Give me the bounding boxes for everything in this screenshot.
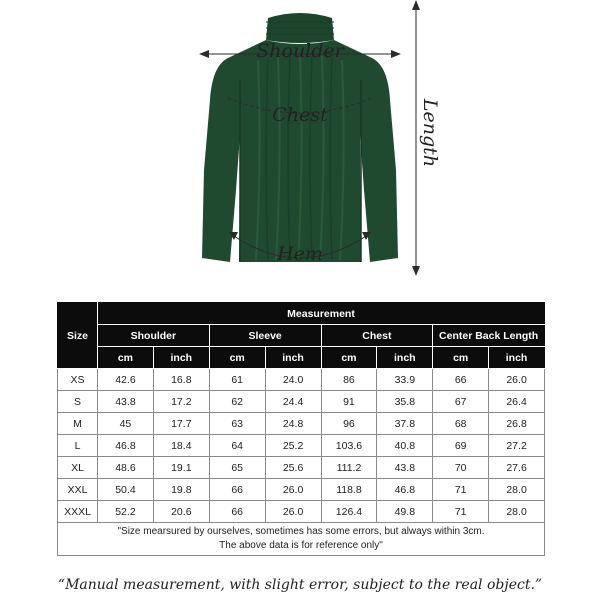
table-row bbox=[58, 369, 545, 391]
note-line: "Size mearsured by ourselves, sometimes has some errors, but always within 3cm. bbox=[117, 526, 485, 537]
chest-label: Chest bbox=[272, 104, 328, 126]
table-group-row bbox=[58, 325, 545, 347]
footer-disclaimer: “Manual measurement, with slight error, subject to the real object.” bbox=[57, 577, 543, 593]
value-cell: 18.4 bbox=[153, 435, 209, 457]
value-cell: 43.8 bbox=[377, 457, 433, 479]
unit-header: inch bbox=[377, 347, 433, 369]
value-cell: 40.8 bbox=[377, 435, 433, 457]
size-header: Size bbox=[58, 303, 98, 369]
value-cell: 91 bbox=[321, 391, 377, 413]
size-cell: XXXL bbox=[58, 501, 98, 523]
measurement-header: Measurement bbox=[98, 303, 545, 325]
value-cell: 27.2 bbox=[489, 435, 545, 457]
size-cell: M bbox=[58, 413, 98, 435]
value-cell: 33.9 bbox=[377, 369, 433, 391]
value-cell: 17.2 bbox=[153, 391, 209, 413]
value-cell: 45 bbox=[98, 413, 154, 435]
value-cell: 64 bbox=[209, 435, 265, 457]
table-row bbox=[58, 501, 545, 523]
unit-header: cm bbox=[98, 347, 154, 369]
value-cell: 24.8 bbox=[265, 413, 321, 435]
value-cell: 86 bbox=[321, 369, 377, 391]
unit-header: inch bbox=[489, 347, 545, 369]
value-cell: 50.4 bbox=[98, 479, 154, 501]
table-row bbox=[58, 391, 545, 413]
value-cell: 63 bbox=[209, 413, 265, 435]
size-cell: XS bbox=[58, 369, 98, 391]
size-cell: L bbox=[58, 435, 98, 457]
value-cell: 42.6 bbox=[98, 369, 154, 391]
value-cell: 49.8 bbox=[377, 501, 433, 523]
value-cell: 28.0 bbox=[489, 479, 545, 501]
table-header-row bbox=[58, 303, 545, 325]
table-note bbox=[58, 523, 545, 556]
value-cell: 26.4 bbox=[489, 391, 545, 413]
unit-header: cm bbox=[433, 347, 489, 369]
value-cell: 26.0 bbox=[489, 369, 545, 391]
value-cell: 46.8 bbox=[98, 435, 154, 457]
value-cell: 19.8 bbox=[153, 479, 209, 501]
size-cell: XL bbox=[58, 457, 98, 479]
group-header-sleeve: Sleeve bbox=[209, 325, 321, 347]
value-cell: 62 bbox=[209, 391, 265, 413]
value-cell: 67 bbox=[433, 391, 489, 413]
value-cell: 70 bbox=[433, 457, 489, 479]
value-cell: 69 bbox=[433, 435, 489, 457]
value-cell: 46.8 bbox=[377, 479, 433, 501]
note-line: The above data is for reference only" bbox=[219, 540, 383, 551]
unit-header: inch bbox=[153, 347, 209, 369]
value-cell: 37.8 bbox=[377, 413, 433, 435]
value-cell: 52.2 bbox=[98, 501, 154, 523]
shoulder-label: Shoulder bbox=[256, 40, 344, 62]
value-cell: 25.2 bbox=[265, 435, 321, 457]
value-cell: 96 bbox=[321, 413, 377, 435]
unit-header: cm bbox=[209, 347, 265, 369]
value-cell: 66 bbox=[209, 501, 265, 523]
value-cell: 48.6 bbox=[98, 457, 154, 479]
size-cell: S bbox=[58, 391, 98, 413]
size-chart-table bbox=[57, 302, 545, 556]
value-cell: 111.2 bbox=[321, 457, 377, 479]
value-cell: 103.6 bbox=[321, 435, 377, 457]
value-cell: 61 bbox=[209, 369, 265, 391]
table-row bbox=[58, 479, 545, 501]
value-cell: 19.1 bbox=[153, 457, 209, 479]
table-row bbox=[58, 435, 545, 457]
table-row bbox=[58, 413, 545, 435]
table-row bbox=[58, 457, 545, 479]
value-cell: 27.6 bbox=[489, 457, 545, 479]
value-cell: 71 bbox=[433, 501, 489, 523]
size-cell: XXL bbox=[58, 479, 98, 501]
table-note-row bbox=[58, 523, 545, 556]
group-header-shoulder: Shoulder bbox=[98, 325, 210, 347]
length-label: Length bbox=[419, 98, 441, 168]
value-cell: 71 bbox=[433, 479, 489, 501]
value-cell: 16.8 bbox=[153, 369, 209, 391]
value-cell: 126.4 bbox=[321, 501, 377, 523]
value-cell: 26.0 bbox=[265, 501, 321, 523]
value-cell: 24.4 bbox=[265, 391, 321, 413]
hem-label: Hem bbox=[277, 243, 323, 265]
group-header-chest: Chest bbox=[321, 325, 433, 347]
value-cell: 17.7 bbox=[153, 413, 209, 435]
value-cell: 25.6 bbox=[265, 457, 321, 479]
value-cell: 24.0 bbox=[265, 369, 321, 391]
table-unit-row bbox=[58, 347, 545, 369]
value-cell: 65 bbox=[209, 457, 265, 479]
unit-header: cm bbox=[321, 347, 377, 369]
value-cell: 66 bbox=[433, 369, 489, 391]
value-cell: 66 bbox=[209, 479, 265, 501]
value-cell: 118.8 bbox=[321, 479, 377, 501]
value-cell: 35.8 bbox=[377, 391, 433, 413]
value-cell: 20.6 bbox=[153, 501, 209, 523]
value-cell: 28.0 bbox=[489, 501, 545, 523]
value-cell: 43.8 bbox=[98, 391, 154, 413]
value-cell: 68 bbox=[433, 413, 489, 435]
unit-header: inch bbox=[265, 347, 321, 369]
value-cell: 26.8 bbox=[489, 413, 545, 435]
value-cell: 26.0 bbox=[265, 479, 321, 501]
group-header-center-back-length: Center Back Length bbox=[433, 325, 545, 347]
